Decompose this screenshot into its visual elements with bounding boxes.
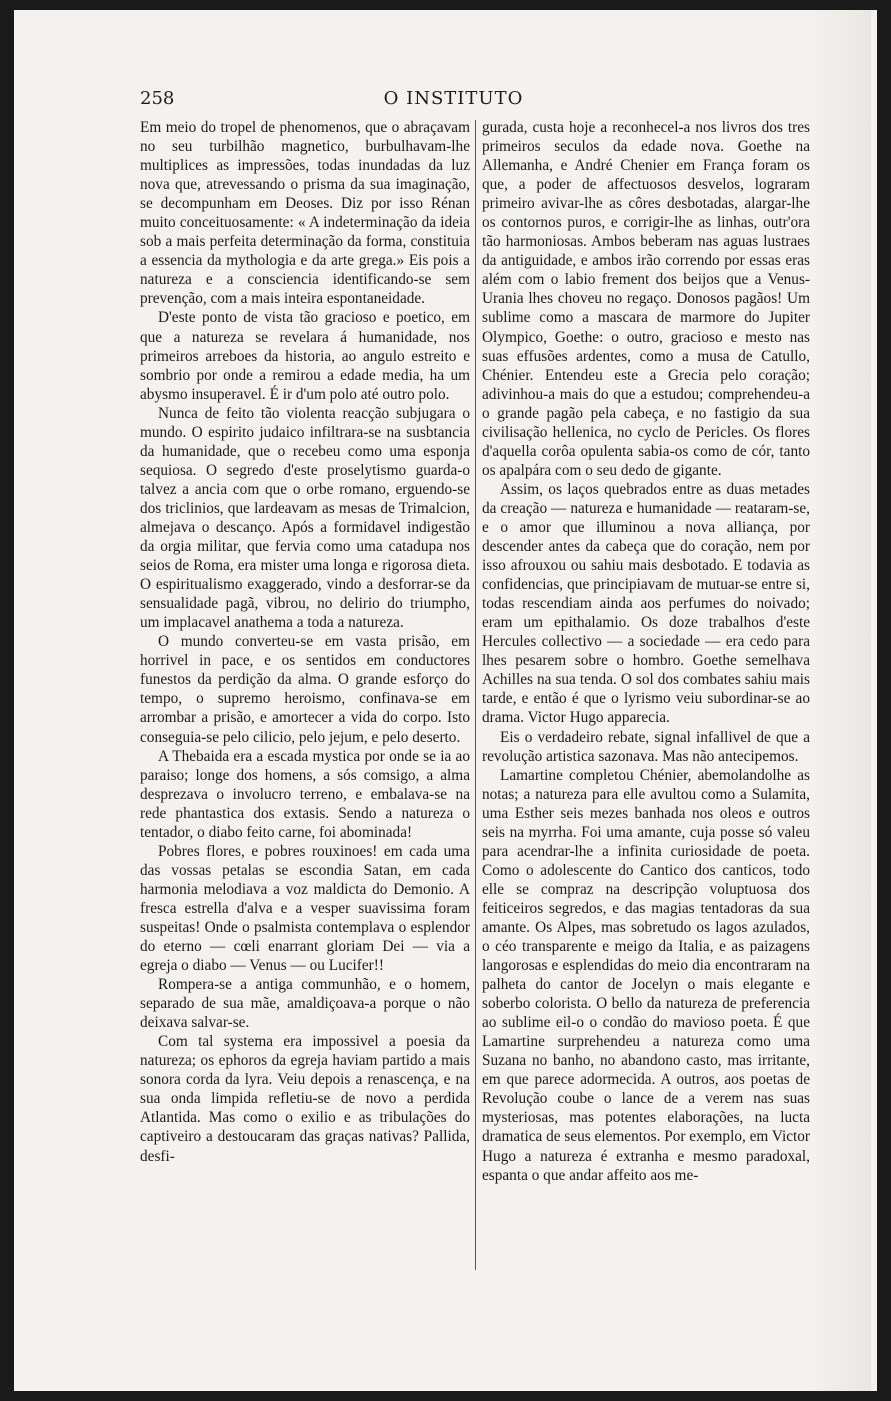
paragraph: A Thebaida era a escada mystica por onde se ia ao paraiso; longe dos homens, a sós comsigo, a alma desprezava o involucro terreno, e embalava-se na rede phantastica dos extasis. Sendo a natureza o tentador, o diabo feito carne, foi abominada! [140,747,470,841]
paragraph: Nunca de feito tão violenta reacção subjugara o mundo. O espirito judaico infiltrara-se na susbtancia da humanidade, que o recebeu como uma esponja sequiosa. O segredo d'este proselytismo guarda-o talvez a ancia com que o orbe romano, erguendo-se dos triclinios, que lardeavam as mesas de Trimalcion, almejava o descanço. Após a formidavel indigestão da orgia militar, que fervia como uma catadupa nos seios de Roma, era mister uma longa e rigorosa dieta. O espiritualismo exaggerado, vindo a desforrar-se da sensualidade pagã, vibrou, no delirio do triumpho, um implacavel anathema a toda a natureza. [140,404,470,632]
paragraph: D'este ponto de vista tão gracioso e poetico, em que a natureza se revelara á humanidade, nos primeiros arreboes da historia, ao angulo estreito e sombrio por onde a remirou a edade media, ha um abysmo insuperavel. É ir d'um polo até outro polo. [140,309,470,403]
running-title: O INSTITUTO [383,88,524,109]
paragraph: Lamartine completou Chénier, abemolandolhe as notas; a natureza para elle avultou como a Sulamita, uma Esther seis mezes banhada nos oleos e outros seis na myrrha. Foi uma amante, cuja posse só valeu para acendrar-lhe a infinita curiosidade de poeta. Como o adolescente do Cantico dos canticos, todo elle se compraz na descripção voluptuosa dos feiticeiros segredos, e das magias tentadoras da sua amante. Os Alpes, mas sobretudo os lagos azulados, o céo transparente e meigo da Italia, e as paizagens langorosas e esplendidas do meio dia encontraram na palheta do cantor de Jocelyn o mais elegante e soberbo colorista. O bello da natureza de preferencia ao sublime eil-o o condão do mavioso poeta. É que Lamartine surprehendeu a natureza como uma Suzana no banho, no abandono casto, mas irritante, em que parece adormecida. A outros, aos poetas de Revolução coube o lance de a verem nas suas mysteriosas, mas potentes elaborações, na lucta dramatica de seus elementos. Por exemplo, em Victor Hugo a natureza é extranha e mesmo paradoxal, espanta o que andar affeito aos me- [482,766,811,1184]
paragraph: O mundo converteu-se em vasta prisão, em horrivel in pace, e os sentidos em conductores funestos da perdição da alma. O grande esforço do tempo, o supremo heroismo, confinava-se em arrombar a prisão, e amortecer a vida do corpo. Isto conseguia-se pelo cilicio, pelo jejum, e pelo deserto. [140,633,470,746]
paragraph: Eis o verdadeiro rebate, signal infallivel de que a revolução artistica sazonava. Mas não antecipemos. [482,728,810,765]
page-header [14,82,877,112]
page-number: 258 [140,88,175,109]
page [14,10,877,1391]
page-edge-shading [811,10,871,1391]
paragraph: Rompera-se a antiga communhão, e o homem, separado de sua mãe, amaldiçoava-a porque o não deixava salvar-se. [140,976,470,1032]
column-divider [475,120,476,1270]
paragraph: Assim, os laços quebrados entre as duas metades da creação — natureza e humanidade — reataram-se, e o amor que illuminou a nova alliança, por descender antes da cabeça que do coração, nem por isso afrouxou ou sahiu mais desbotado. E todavia as confidencias, que principiavam de mutuar-se entre si, todas rescendiam ainda aos perfumes do noivado; eram um epithalamio. Os doze trabalhos d'este Hercules collectivo — a sociedade — era cedo para lhes pesarem sobre o hombro. Goethe semelhava Achilles na sua tenda. O sol dos combates sahiu mais tarde, e então é que o lyrismo veiu subordinar-se ao drama. Victor Hugo apparecia. [482,480,810,727]
paragraph: Pobres flores, e pobres rouxinoes! em cada uma das vossas petalas se escondia Satan, em cada harmonia melodiava a voz maldicta do Demonio. A fresca estrella d'alva e a vesper suavissima foram suspeitas! Onde o psalmista contemplava o esplendor do eterno — cœli enarrant gloriam Dei — via a egreja o diabo — Venus — ou Lucifer!! [140,842,470,975]
paragraph: Com tal systema era impossivel a poesia da natureza; os ephoros da egreja haviam partido a mais sonora corda da lyra. Veiu depois a renascença, e na sua onda limpida refletiu-se de novo a perdida Atlantida. Mas como o exilio e as tribulações do captiveiro a destoucaram das graças nativas? Pallida, desfi- [140,1033,470,1165]
left-column [140,118,470,1166]
paragraph: gurada, custa hoje a reconhecel-a nos livros dos tres primeiros seculos da edade nova. Goethe na Allemanha, e André Chenier em França foram os que, a poder de affectuosos desvelos, lograram primeiro avivar-lhe as côres desbotadas, alargar-lhe os contornos puros, e corrigir-lhe as linhas, outr'ora tão harmoniosas. Ambos beberam nas aguas lustraes da antiguidade, e ambos irão correndo por essas eras além com o labio frement dos beijos que a Venus-Urania lhes choveu no regaço. Donosos pagãos! Um sublime como a mascara de marmore do Jupiter Olympico, Goethe: o outro, gracioso e mesto nas suas effusões ardentes, como a musa de Catullo, Chénier. Entendeu este a Grecia pelo coração; adivinhou-a mais do que a estudou; comprehendeu-a o grande pagão pela cabeça, e no fastigio da sua civilisação hellenica, no cyclo de Pericles. Os flores d'aquella corôa opulenta sabia-os como de cór, tanto os apalpára com o seu dedo de gigante. [482,119,810,479]
right-column [482,118,810,1185]
paragraph: Em meio do tropel de phenomenos, que o abraçavam no seu turbilhão magnetico, burbulhavam-lhe multiplices as impressões, todas inundadas da luz nova que, atrevessando o prisma da sua imaginação, se decompunham em Deoses. Diz por isso Rénan muito conceituosamente: « A indeterminação da ideia sob a mais perfeita determinação da forma, constituia a essencia da mythologia e da arte grega.» Eis pois a natureza e a consciencia identificando-se sem prevenção, com a mais inteira espontaneidade. [140,119,470,308]
